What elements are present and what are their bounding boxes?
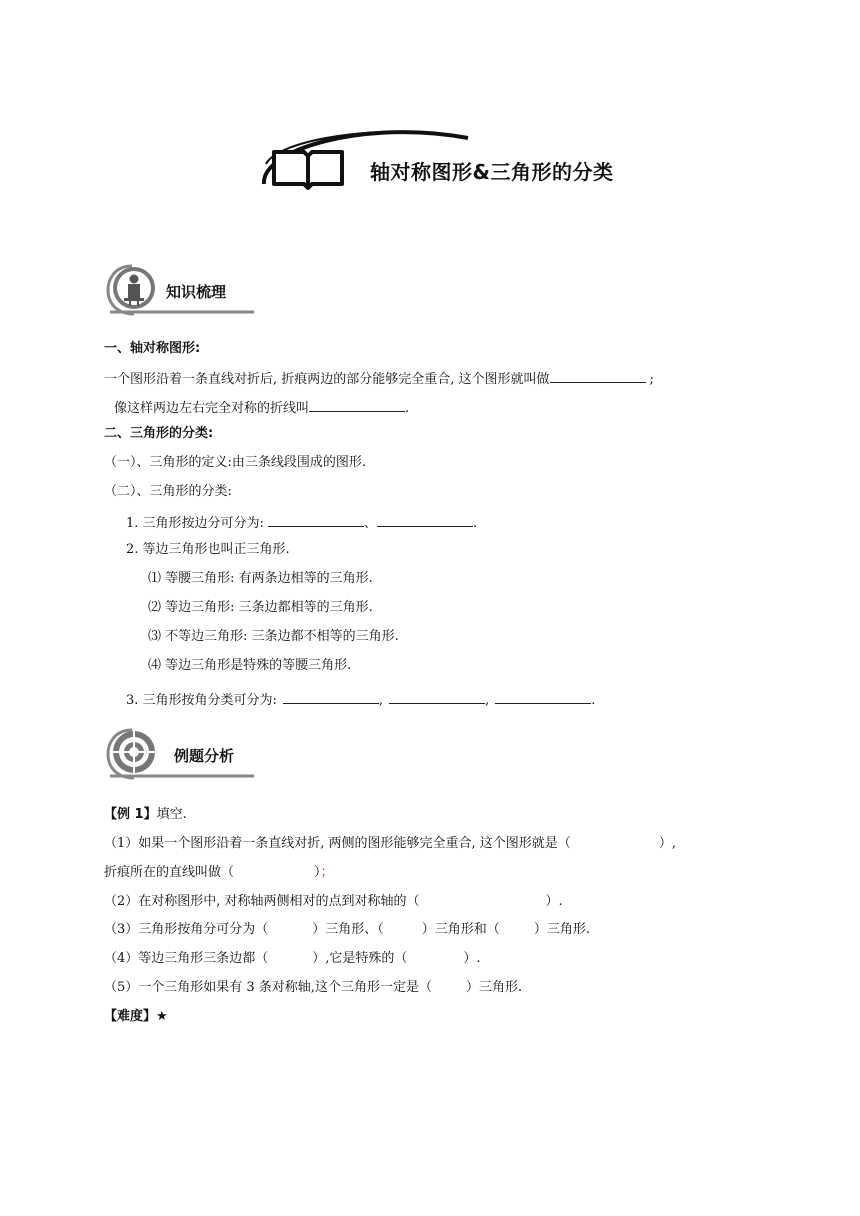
difficulty-label: 【难度】 [104, 1009, 157, 1024]
sub-item-scalene: ⑶ 不等边三角形: 三条边都不相等的三角形. [148, 629, 399, 644]
answer-blank[interactable] [550, 368, 646, 383]
question-text: ）, [658, 836, 676, 851]
question-4 [104, 950, 481, 968]
sub-item-isosceles: ⑴ 等腰三角形: 有两条边相等的三角形. [148, 571, 373, 586]
period: . [472, 516, 478, 531]
red-semicolon: ； [320, 865, 334, 880]
question-text: ）. [545, 894, 563, 909]
question-text: （4）等边三角形三条边都（ [104, 951, 269, 966]
question-text: （2）在对称图形中, 对称轴两侧相对的点到对称轴的（ [104, 894, 420, 909]
sub-item-equilateral: ⑵ 等边三角形: 三条边都相等的三角形. [148, 600, 373, 615]
sub-item-special: ⑷ 等边三角形是特殊的等腰三角形. [148, 658, 352, 673]
section-title-examples: 例题分析 [174, 747, 235, 765]
example-label: 【例 1】 [104, 807, 157, 822]
difficulty [104, 1008, 168, 1026]
question-text: ） [314, 865, 321, 880]
separator: 、 [363, 516, 377, 531]
list-item-text: 3. 三角形按角分类可分为: [126, 693, 277, 708]
list-item-by-sides [126, 512, 477, 533]
period: . [405, 401, 410, 416]
comma: , [485, 693, 490, 708]
question-text: ）三角形和（ [421, 922, 500, 937]
triangle-classification: （二）、三角形的分类: [104, 484, 232, 499]
answer-blank[interactable] [283, 689, 379, 704]
section-title-knowledge: 知识梳理 [166, 283, 227, 301]
triangle-definition: （一）、三角形的定义:由三条线段围成的图形. [104, 455, 367, 470]
question-text: （3）三角形按角分可分为（ [104, 922, 269, 937]
question-text: ）三角形. [533, 922, 590, 937]
heading-triangle-classification: 二、三角形的分类: [104, 426, 214, 441]
question-text: 折痕所在的直线叫做（ [104, 865, 235, 880]
answer-blank[interactable] [389, 689, 485, 704]
question-text: （1）如果一个图形沿着一条直线对折, 两侧的图形能够完全重合, 这个图形就是（ [104, 836, 571, 851]
paragraph-axis-definition [104, 368, 654, 389]
question-text: （5）一个三角形如果有 3 条对称轴,这个三角形一定是（ [104, 980, 432, 995]
example-header [104, 806, 187, 824]
heading-axis-symmetry: 一、轴对称图形: [104, 341, 201, 356]
question-text: ）,它是特殊的（ [312, 951, 408, 966]
paragraph-text: 一个图形沿着一条直线对折后, 折痕两边的部分能够完全重合, 这个图形就叫做 [104, 372, 550, 387]
answer-blank[interactable] [268, 512, 364, 527]
paragraph-text: 像这样两边左右完全对称的折线叫 [114, 401, 310, 416]
question-1-continued [104, 864, 334, 882]
document-title: 轴对称图形&三角形的分类 [370, 160, 614, 184]
list-item-equilateral: 2. 等边三角形也叫正三角形. [126, 542, 290, 557]
answer-blank[interactable] [309, 397, 405, 412]
list-item-by-angles [126, 689, 595, 710]
period: . [591, 693, 596, 708]
question-text: ）三角形. [465, 980, 523, 995]
question-5 [104, 979, 522, 997]
question-3 [104, 921, 590, 939]
answer-blank[interactable] [377, 512, 473, 527]
book-icon [268, 148, 348, 190]
paragraph-axis-line [114, 397, 409, 418]
answer-blank[interactable] [495, 689, 591, 704]
question-text: ）. [463, 951, 481, 966]
question-2 [104, 893, 563, 911]
example-instruction: 填空. [156, 807, 187, 822]
question-text: ）三角形、（ [312, 922, 384, 937]
list-item-text: 1. 三角形按边分可分为: [126, 516, 264, 531]
semicolon: ; [649, 372, 654, 387]
difficulty-star-icon: ★ [156, 1009, 168, 1024]
comma: , [378, 693, 384, 708]
question-1 [104, 835, 676, 853]
